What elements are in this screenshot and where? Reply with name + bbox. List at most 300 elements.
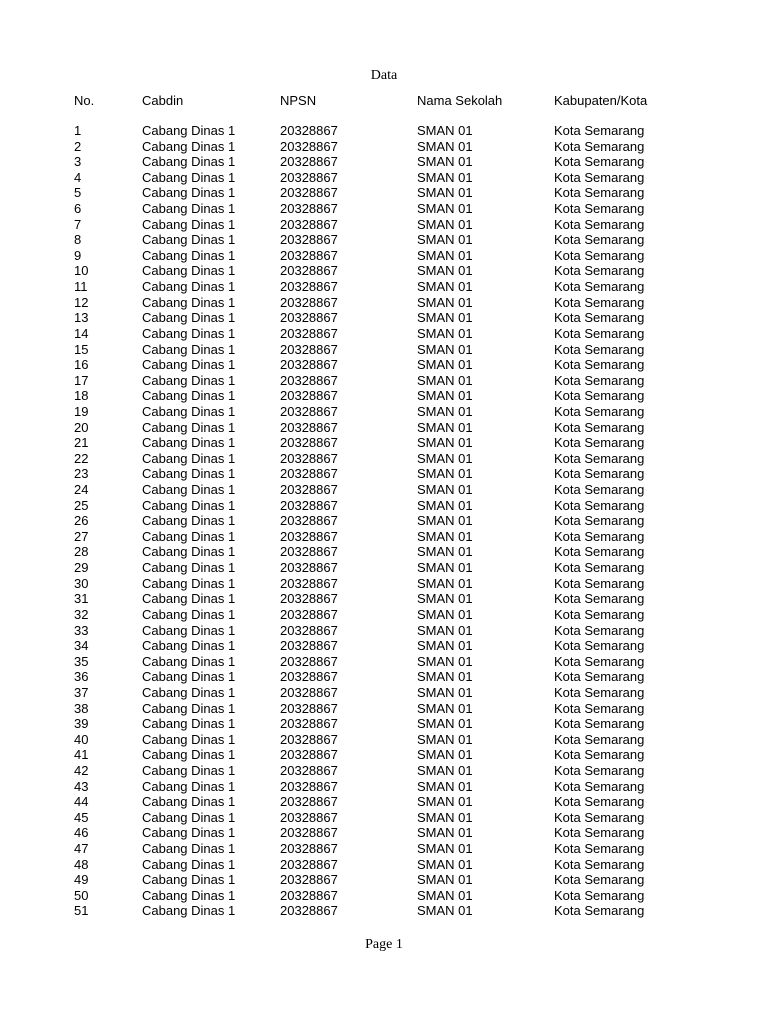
cell-no: 39 xyxy=(74,716,89,732)
cell-nama-sekolah: SMAN 01 xyxy=(417,560,473,576)
cell-no: 47 xyxy=(74,841,89,857)
cell-cabdin: Cabang Dinas 1 xyxy=(142,466,236,482)
cell-nama-sekolah: SMAN 01 xyxy=(417,466,473,482)
cell-cabdin: Cabang Dinas 1 xyxy=(142,778,236,794)
cell-cabdin: Cabang Dinas 1 xyxy=(142,528,236,544)
cell-npsn: 20328867 xyxy=(280,825,338,841)
table-row xyxy=(0,607,768,623)
cell-no: 17 xyxy=(74,372,89,388)
cell-no: 26 xyxy=(74,513,89,529)
cell-no: 4 xyxy=(74,169,82,185)
cell-nama-sekolah: SMAN 01 xyxy=(417,841,473,857)
cell-npsn: 20328867 xyxy=(280,450,338,466)
cell-nama-sekolah: SMAN 01 xyxy=(417,247,473,263)
cell-kabupaten-kota: Kota Semarang xyxy=(554,872,645,888)
cell-no: 29 xyxy=(74,560,89,576)
cell-kabupaten-kota: Kota Semarang xyxy=(554,325,645,341)
table-row xyxy=(0,779,768,795)
cell-npsn: 20328867 xyxy=(280,232,338,248)
table-row xyxy=(0,342,768,358)
table-row xyxy=(0,295,768,311)
cell-nama-sekolah: SMAN 01 xyxy=(417,372,473,388)
cell-no: 35 xyxy=(74,653,89,669)
cell-no: 16 xyxy=(74,357,89,373)
cell-cabdin: Cabang Dinas 1 xyxy=(142,450,236,466)
cell-npsn: 20328867 xyxy=(280,154,338,170)
cell-cabdin: Cabang Dinas 1 xyxy=(142,325,236,341)
cell-no: 20 xyxy=(74,419,89,435)
cell-nama-sekolah: SMAN 01 xyxy=(417,435,473,451)
cell-kabupaten-kota: Kota Semarang xyxy=(554,435,645,451)
cell-nama-sekolah: SMAN 01 xyxy=(417,482,473,498)
table-row xyxy=(0,544,768,560)
cell-cabdin: Cabang Dinas 1 xyxy=(142,903,236,919)
cell-kabupaten-kota: Kota Semarang xyxy=(554,388,645,404)
cell-kabupaten-kota: Kota Semarang xyxy=(554,341,645,357)
cell-cabdin: Cabang Dinas 1 xyxy=(142,372,236,388)
cell-nama-sekolah: SMAN 01 xyxy=(417,513,473,529)
cell-nama-sekolah: SMAN 01 xyxy=(417,403,473,419)
cell-npsn: 20328867 xyxy=(280,201,338,217)
table-row xyxy=(0,747,768,763)
cell-cabdin: Cabang Dinas 1 xyxy=(142,123,236,138)
cell-nama-sekolah: SMAN 01 xyxy=(417,123,473,138)
cell-nama-sekolah: SMAN 01 xyxy=(417,357,473,373)
cell-kabupaten-kota: Kota Semarang xyxy=(554,903,645,919)
table-row xyxy=(0,716,768,732)
table-row xyxy=(0,888,768,904)
table-row xyxy=(0,201,768,217)
cell-kabupaten-kota: Kota Semarang xyxy=(554,419,645,435)
table-header xyxy=(0,92,768,110)
cell-cabdin: Cabang Dinas 1 xyxy=(142,856,236,872)
cell-nama-sekolah: SMAN 01 xyxy=(417,591,473,607)
table-row xyxy=(0,357,768,373)
cell-npsn: 20328867 xyxy=(280,544,338,560)
cell-nama-sekolah: SMAN 01 xyxy=(417,747,473,763)
cell-nama-sekolah: SMAN 01 xyxy=(417,138,473,154)
cell-cabdin: Cabang Dinas 1 xyxy=(142,419,236,435)
table-row xyxy=(0,217,768,233)
cell-no: 5 xyxy=(74,185,82,201)
cell-no: 40 xyxy=(74,731,89,747)
table-row xyxy=(0,404,768,420)
cell-kabupaten-kota: Kota Semarang xyxy=(554,294,645,310)
table-row xyxy=(0,591,768,607)
table-row xyxy=(0,513,768,529)
cell-kabupaten-kota: Kota Semarang xyxy=(554,123,645,138)
cell-no: 27 xyxy=(74,528,89,544)
cell-kabupaten-kota: Kota Semarang xyxy=(554,638,645,654)
cell-kabupaten-kota: Kota Semarang xyxy=(554,247,645,263)
cell-npsn: 20328867 xyxy=(280,310,338,326)
cell-kabupaten-kota: Kota Semarang xyxy=(554,591,645,607)
cell-npsn: 20328867 xyxy=(280,622,338,638)
cell-no: 44 xyxy=(74,794,89,810)
cell-npsn: 20328867 xyxy=(280,762,338,778)
cell-kabupaten-kota: Kota Semarang xyxy=(554,403,645,419)
cell-nama-sekolah: SMAN 01 xyxy=(417,809,473,825)
table-body xyxy=(0,123,768,919)
table-row xyxy=(0,498,768,514)
cell-kabupaten-kota: Kota Semarang xyxy=(554,653,645,669)
cell-kabupaten-kota: Kota Semarang xyxy=(554,357,645,373)
table-row xyxy=(0,373,768,389)
cell-nama-sekolah: SMAN 01 xyxy=(417,232,473,248)
table-row xyxy=(0,232,768,248)
cell-nama-sekolah: SMAN 01 xyxy=(417,825,473,841)
cell-nama-sekolah: SMAN 01 xyxy=(417,294,473,310)
cell-no: 37 xyxy=(74,684,89,700)
cell-nama-sekolah: SMAN 01 xyxy=(417,325,473,341)
cell-kabupaten-kota: Kota Semarang xyxy=(554,809,645,825)
cell-npsn: 20328867 xyxy=(280,497,338,513)
cell-no: 32 xyxy=(74,606,89,622)
cell-no: 36 xyxy=(74,669,89,685)
cell-nama-sekolah: SMAN 01 xyxy=(417,762,473,778)
table-row xyxy=(0,123,768,139)
cell-nama-sekolah: SMAN 01 xyxy=(417,700,473,716)
cell-cabdin: Cabang Dinas 1 xyxy=(142,294,236,310)
cell-kabupaten-kota: Kota Semarang xyxy=(554,482,645,498)
cell-no: 33 xyxy=(74,622,89,638)
cell-cabdin: Cabang Dinas 1 xyxy=(142,747,236,763)
cell-cabdin: Cabang Dinas 1 xyxy=(142,684,236,700)
table-row xyxy=(0,170,768,186)
cell-nama-sekolah: SMAN 01 xyxy=(417,388,473,404)
cell-npsn: 20328867 xyxy=(280,778,338,794)
cell-nama-sekolah: SMAN 01 xyxy=(417,716,473,732)
cell-npsn: 20328867 xyxy=(280,638,338,654)
table-row xyxy=(0,732,768,748)
cell-nama-sekolah: SMAN 01 xyxy=(417,310,473,326)
cell-npsn: 20328867 xyxy=(280,716,338,732)
cell-nama-sekolah: SMAN 01 xyxy=(417,856,473,872)
table-row xyxy=(0,560,768,576)
cell-cabdin: Cabang Dinas 1 xyxy=(142,185,236,201)
cell-cabdin: Cabang Dinas 1 xyxy=(142,497,236,513)
cell-nama-sekolah: SMAN 01 xyxy=(417,684,473,700)
table-row xyxy=(0,310,768,326)
cell-kabupaten-kota: Kota Semarang xyxy=(554,731,645,747)
header-cabdin: Cabdin xyxy=(142,93,184,108)
page-number: Page 1 xyxy=(365,937,403,952)
cell-no: 12 xyxy=(74,294,89,310)
cell-no: 11 xyxy=(74,279,88,295)
cell-cabdin: Cabang Dinas 1 xyxy=(142,606,236,622)
table-row xyxy=(0,794,768,810)
cell-kabupaten-kota: Kota Semarang xyxy=(554,794,645,810)
cell-kabupaten-kota: Kota Semarang xyxy=(554,856,645,872)
cell-nama-sekolah: SMAN 01 xyxy=(417,903,473,919)
cell-nama-sekolah: SMAN 01 xyxy=(417,185,473,201)
cell-cabdin: Cabang Dinas 1 xyxy=(142,872,236,888)
cell-nama-sekolah: SMAN 01 xyxy=(417,341,473,357)
cell-no: 8 xyxy=(74,232,82,248)
cell-kabupaten-kota: Kota Semarang xyxy=(554,513,645,529)
cell-no: 10 xyxy=(74,263,89,279)
cell-kabupaten-kota: Kota Semarang xyxy=(554,622,645,638)
cell-kabupaten-kota: Kota Semarang xyxy=(554,606,645,622)
cell-kabupaten-kota: Kota Semarang xyxy=(554,185,645,201)
cell-cabdin: Cabang Dinas 1 xyxy=(142,669,236,685)
cell-npsn: 20328867 xyxy=(280,357,338,373)
cell-npsn: 20328867 xyxy=(280,388,338,404)
cell-cabdin: Cabang Dinas 1 xyxy=(142,216,236,232)
cell-npsn: 20328867 xyxy=(280,482,338,498)
table-row xyxy=(0,451,768,467)
cell-cabdin: Cabang Dinas 1 xyxy=(142,263,236,279)
cell-cabdin: Cabang Dinas 1 xyxy=(142,403,236,419)
cell-no: 6 xyxy=(74,201,82,217)
table-row xyxy=(0,248,768,264)
table-row xyxy=(0,420,768,436)
cell-no: 45 xyxy=(74,809,89,825)
table-row xyxy=(0,263,768,279)
cell-kabupaten-kota: Kota Semarang xyxy=(554,700,645,716)
cell-npsn: 20328867 xyxy=(280,731,338,747)
cell-cabdin: Cabang Dinas 1 xyxy=(142,809,236,825)
cell-nama-sekolah: SMAN 01 xyxy=(417,653,473,669)
cell-npsn: 20328867 xyxy=(280,747,338,763)
cell-npsn: 20328867 xyxy=(280,575,338,591)
cell-nama-sekolah: SMAN 01 xyxy=(417,419,473,435)
cell-cabdin: Cabang Dinas 1 xyxy=(142,388,236,404)
cell-no: 48 xyxy=(74,856,89,872)
cell-no: 23 xyxy=(74,466,89,482)
cell-nama-sekolah: SMAN 01 xyxy=(417,606,473,622)
cell-cabdin: Cabang Dinas 1 xyxy=(142,169,236,185)
header-kabupaten-kota: Kabupaten/Kota xyxy=(554,93,648,108)
table-row xyxy=(0,857,768,873)
cell-npsn: 20328867 xyxy=(280,887,338,903)
cell-kabupaten-kota: Kota Semarang xyxy=(554,279,645,295)
cell-no: 41 xyxy=(74,747,89,763)
cell-nama-sekolah: SMAN 01 xyxy=(417,528,473,544)
cell-nama-sekolah: SMAN 01 xyxy=(417,872,473,888)
table-row xyxy=(0,669,768,685)
cell-cabdin: Cabang Dinas 1 xyxy=(142,435,236,451)
cell-cabdin: Cabang Dinas 1 xyxy=(142,279,236,295)
table-row xyxy=(0,701,768,717)
cell-npsn: 20328867 xyxy=(280,809,338,825)
cell-kabupaten-kota: Kota Semarang xyxy=(554,544,645,560)
cell-npsn: 20328867 xyxy=(280,794,338,810)
cell-no: 43 xyxy=(74,778,89,794)
cell-no: 21 xyxy=(74,435,89,451)
table-row xyxy=(0,185,768,201)
cell-cabdin: Cabang Dinas 1 xyxy=(142,544,236,560)
cell-nama-sekolah: SMAN 01 xyxy=(417,216,473,232)
cell-npsn: 20328867 xyxy=(280,138,338,154)
cell-nama-sekolah: SMAN 01 xyxy=(417,638,473,654)
cell-cabdin: Cabang Dinas 1 xyxy=(142,513,236,529)
cell-nama-sekolah: SMAN 01 xyxy=(417,154,473,170)
table-row xyxy=(0,638,768,654)
cell-npsn: 20328867 xyxy=(280,185,338,201)
header-npsn: NPSN xyxy=(280,93,317,108)
cell-cabdin: Cabang Dinas 1 xyxy=(142,575,236,591)
cell-npsn: 20328867 xyxy=(280,591,338,607)
cell-npsn: 20328867 xyxy=(280,325,338,341)
cell-cabdin: Cabang Dinas 1 xyxy=(142,762,236,778)
cell-no: 14 xyxy=(74,325,89,341)
cell-nama-sekolah: SMAN 01 xyxy=(417,731,473,747)
cell-kabupaten-kota: Kota Semarang xyxy=(554,841,645,857)
cell-nama-sekolah: SMAN 01 xyxy=(417,887,473,903)
cell-kabupaten-kota: Kota Semarang xyxy=(554,575,645,591)
cell-npsn: 20328867 xyxy=(280,419,338,435)
cell-cabdin: Cabang Dinas 1 xyxy=(142,591,236,607)
cell-npsn: 20328867 xyxy=(280,247,338,263)
cell-kabupaten-kota: Kota Semarang xyxy=(554,560,645,576)
cell-kabupaten-kota: Kota Semarang xyxy=(554,887,645,903)
cell-no: 3 xyxy=(74,154,82,170)
cell-no: 13 xyxy=(74,310,89,326)
cell-no: 22 xyxy=(74,450,89,466)
cell-no: 18 xyxy=(74,388,89,404)
cell-kabupaten-kota: Kota Semarang xyxy=(554,169,645,185)
cell-no: 15 xyxy=(74,341,89,357)
cell-kabupaten-kota: Kota Semarang xyxy=(554,528,645,544)
table-row xyxy=(0,763,768,779)
cell-npsn: 20328867 xyxy=(280,606,338,622)
cell-kabupaten-kota: Kota Semarang xyxy=(554,450,645,466)
table-row xyxy=(0,482,768,498)
cell-cabdin: Cabang Dinas 1 xyxy=(142,138,236,154)
cell-npsn: 20328867 xyxy=(280,216,338,232)
page-title: Data xyxy=(370,68,398,83)
cell-no: 9 xyxy=(74,247,82,263)
cell-no: 46 xyxy=(74,825,89,841)
cell-nama-sekolah: SMAN 01 xyxy=(417,497,473,513)
cell-cabdin: Cabang Dinas 1 xyxy=(142,154,236,170)
cell-npsn: 20328867 xyxy=(280,528,338,544)
cell-kabupaten-kota: Kota Semarang xyxy=(554,747,645,763)
cell-no: 51 xyxy=(74,903,89,919)
cell-cabdin: Cabang Dinas 1 xyxy=(142,716,236,732)
cell-cabdin: Cabang Dinas 1 xyxy=(142,482,236,498)
cell-kabupaten-kota: Kota Semarang xyxy=(554,684,645,700)
table-row xyxy=(0,685,768,701)
cell-cabdin: Cabang Dinas 1 xyxy=(142,731,236,747)
cell-nama-sekolah: SMAN 01 xyxy=(417,263,473,279)
cell-cabdin: Cabang Dinas 1 xyxy=(142,201,236,217)
cell-npsn: 20328867 xyxy=(280,372,338,388)
cell-nama-sekolah: SMAN 01 xyxy=(417,778,473,794)
cell-kabupaten-kota: Kota Semarang xyxy=(554,497,645,513)
cell-no: 30 xyxy=(74,575,89,591)
table-row xyxy=(0,139,768,155)
table-row xyxy=(0,903,768,919)
table-row xyxy=(0,841,768,857)
cell-no: 2 xyxy=(74,138,82,154)
cell-no: 42 xyxy=(74,762,89,778)
cell-npsn: 20328867 xyxy=(280,903,338,919)
cell-npsn: 20328867 xyxy=(280,669,338,685)
cell-cabdin: Cabang Dinas 1 xyxy=(142,341,236,357)
cell-kabupaten-kota: Kota Semarang xyxy=(554,716,645,732)
table-row xyxy=(0,623,768,639)
cell-kabupaten-kota: Kota Semarang xyxy=(554,216,645,232)
table-row xyxy=(0,435,768,451)
cell-cabdin: Cabang Dinas 1 xyxy=(142,357,236,373)
cell-no: 50 xyxy=(74,887,89,903)
cell-cabdin: Cabang Dinas 1 xyxy=(142,700,236,716)
cell-npsn: 20328867 xyxy=(280,560,338,576)
cell-no: 28 xyxy=(74,544,89,560)
cell-nama-sekolah: SMAN 01 xyxy=(417,169,473,185)
cell-npsn: 20328867 xyxy=(280,403,338,419)
cell-kabupaten-kota: Kota Semarang xyxy=(554,825,645,841)
table-row xyxy=(0,466,768,482)
cell-cabdin: Cabang Dinas 1 xyxy=(142,794,236,810)
cell-npsn: 20328867 xyxy=(280,700,338,716)
cell-nama-sekolah: SMAN 01 xyxy=(417,201,473,217)
cell-cabdin: Cabang Dinas 1 xyxy=(142,622,236,638)
cell-no: 31 xyxy=(74,591,89,607)
cell-cabdin: Cabang Dinas 1 xyxy=(142,247,236,263)
cell-npsn: 20328867 xyxy=(280,341,338,357)
cell-cabdin: Cabang Dinas 1 xyxy=(142,560,236,576)
cell-cabdin: Cabang Dinas 1 xyxy=(142,825,236,841)
cell-cabdin: Cabang Dinas 1 xyxy=(142,310,236,326)
cell-kabupaten-kota: Kota Semarang xyxy=(554,154,645,170)
header-no: No. xyxy=(74,93,95,108)
cell-cabdin: Cabang Dinas 1 xyxy=(142,232,236,248)
cell-npsn: 20328867 xyxy=(280,466,338,482)
table-row xyxy=(0,279,768,295)
cell-no: 38 xyxy=(74,700,89,716)
cell-kabupaten-kota: Kota Semarang xyxy=(554,372,645,388)
cell-npsn: 20328867 xyxy=(280,856,338,872)
table-row xyxy=(0,326,768,342)
cell-kabupaten-kota: Kota Semarang xyxy=(554,201,645,217)
cell-no: 34 xyxy=(74,638,89,654)
header-nama-sekolah: Nama Sekolah xyxy=(417,93,503,108)
cell-no: 1 xyxy=(74,123,82,138)
cell-npsn: 20328867 xyxy=(280,435,338,451)
cell-cabdin: Cabang Dinas 1 xyxy=(142,638,236,654)
cell-no: 49 xyxy=(74,872,89,888)
table-row xyxy=(0,388,768,404)
table-row xyxy=(0,810,768,826)
cell-kabupaten-kota: Kota Semarang xyxy=(554,669,645,685)
cell-cabdin: Cabang Dinas 1 xyxy=(142,653,236,669)
cell-nama-sekolah: SMAN 01 xyxy=(417,669,473,685)
cell-kabupaten-kota: Kota Semarang xyxy=(554,310,645,326)
cell-kabupaten-kota: Kota Semarang xyxy=(554,138,645,154)
cell-no: 19 xyxy=(74,403,89,419)
cell-kabupaten-kota: Kota Semarang xyxy=(554,232,645,248)
cell-nama-sekolah: SMAN 01 xyxy=(417,279,473,295)
cell-nama-sekolah: SMAN 01 xyxy=(417,622,473,638)
cell-kabupaten-kota: Kota Semarang xyxy=(554,466,645,482)
cell-cabdin: Cabang Dinas 1 xyxy=(142,887,236,903)
cell-kabupaten-kota: Kota Semarang xyxy=(554,263,645,279)
cell-nama-sekolah: SMAN 01 xyxy=(417,575,473,591)
table-row xyxy=(0,154,768,170)
table-row xyxy=(0,872,768,888)
cell-npsn: 20328867 xyxy=(280,872,338,888)
cell-no: 25 xyxy=(74,497,89,513)
cell-npsn: 20328867 xyxy=(280,279,338,295)
table-row xyxy=(0,529,768,545)
cell-npsn: 20328867 xyxy=(280,684,338,700)
cell-npsn: 20328867 xyxy=(280,263,338,279)
cell-kabupaten-kota: Kota Semarang xyxy=(554,778,645,794)
cell-npsn: 20328867 xyxy=(280,123,338,138)
